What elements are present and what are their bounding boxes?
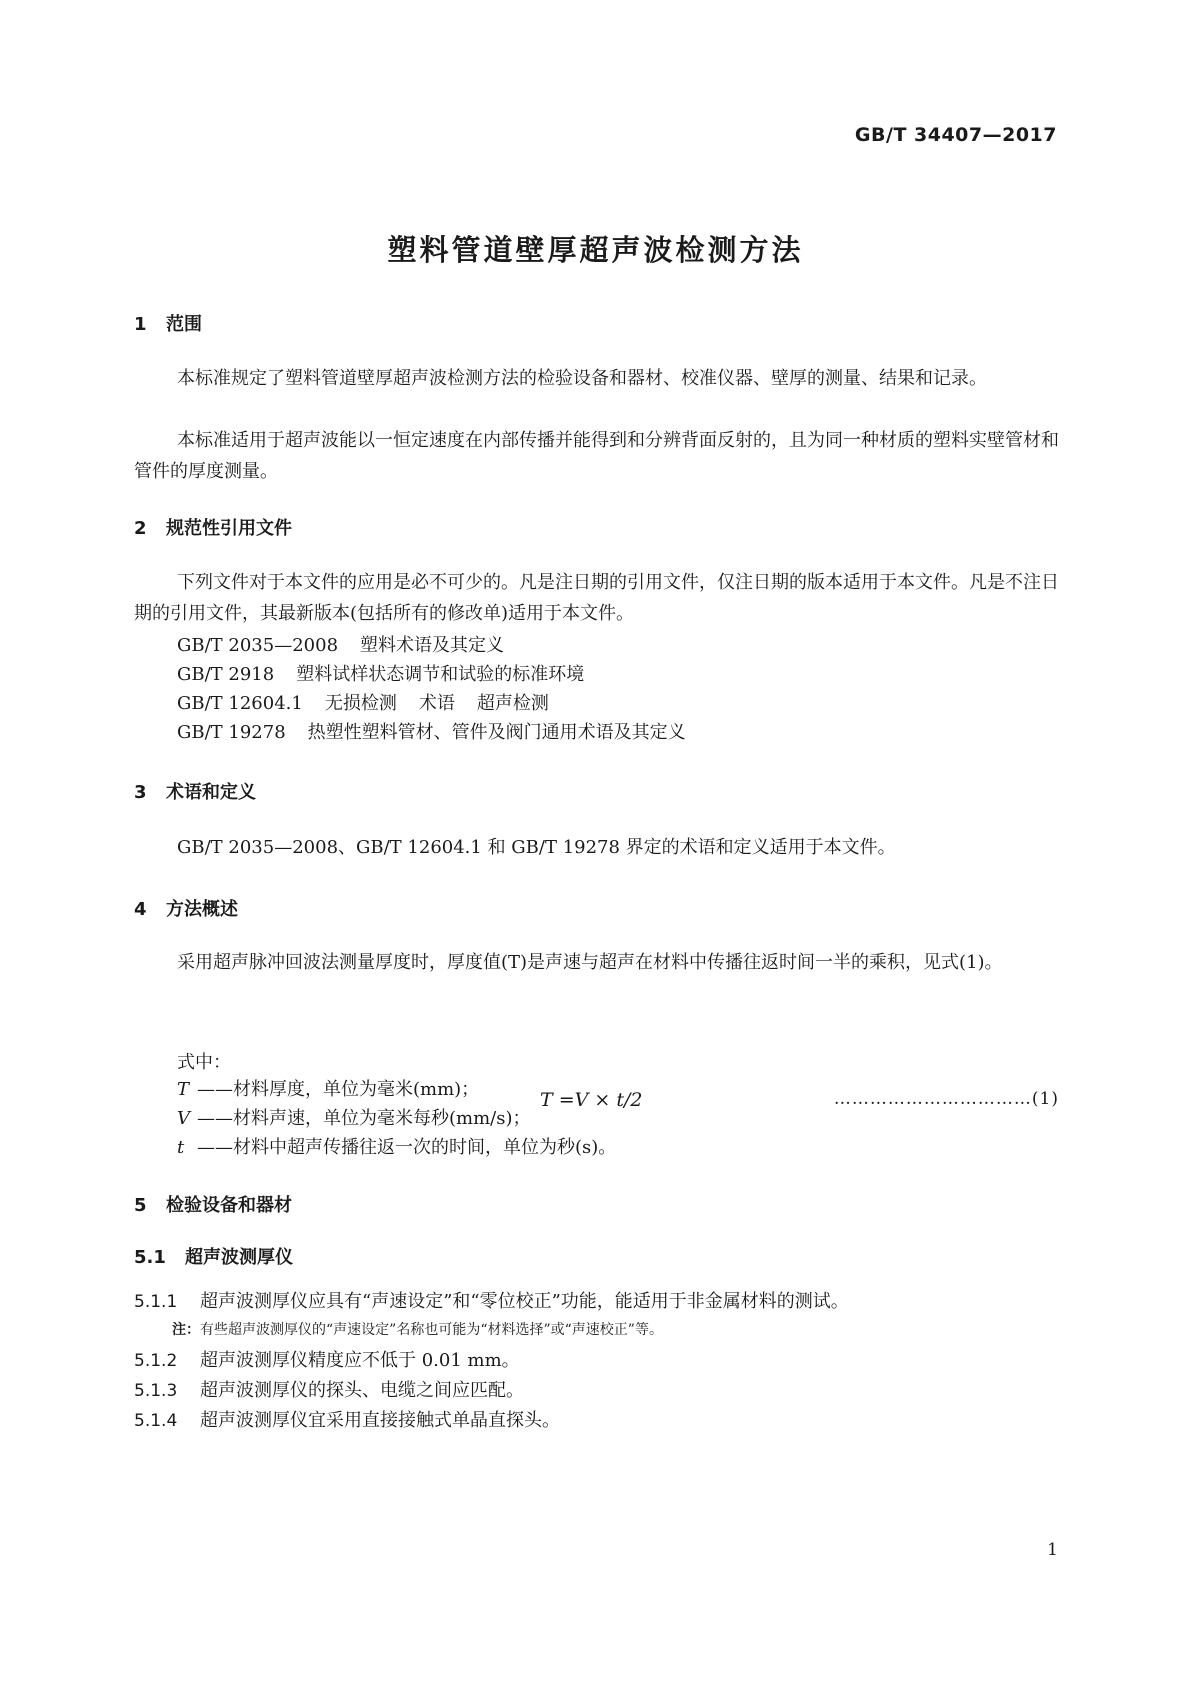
section-title: 检验设备和器材 bbox=[166, 1195, 292, 1216]
variable-definition bbox=[177, 1075, 479, 1101]
subsection-title: 超声波测厚仪 bbox=[185, 1247, 293, 1268]
variable-description: ——材料厚度，单位为毫米(mm)； bbox=[197, 1079, 480, 1100]
note-label: 注： bbox=[172, 1322, 200, 1338]
section-number: 1 bbox=[134, 314, 147, 335]
section-title: 规范性引用文件 bbox=[166, 518, 292, 539]
clause-5-1-1 bbox=[134, 1287, 849, 1313]
clause-5-1-4 bbox=[134, 1406, 560, 1432]
document-title: 塑料管道壁厚超声波检测方法 bbox=[387, 233, 804, 267]
section-title: 范围 bbox=[166, 314, 202, 335]
where-label: 式中： bbox=[177, 1052, 231, 1073]
variable-description: ——材料中超声传播往返一次的时间，单位为秒(s)。 bbox=[197, 1137, 617, 1158]
variable-definition bbox=[177, 1104, 530, 1130]
section-title: 术语和定义 bbox=[166, 782, 256, 803]
scope-paragraph-1: 本标准规定了塑料管道壁厚超声波检测方法的检验设备和器材、校准仪器、壁厚的测量、结果和记录。 bbox=[177, 368, 987, 389]
variable-definition bbox=[177, 1133, 616, 1159]
section-1-heading bbox=[134, 310, 202, 336]
section-title: 方法概述 bbox=[166, 899, 238, 920]
note bbox=[172, 1319, 663, 1339]
clause-number: 5.1.2 bbox=[134, 1351, 178, 1371]
reference-item bbox=[177, 631, 504, 657]
reference-title: 热塑性塑料管材、管件及阀门通用术语及其定义 bbox=[307, 722, 686, 743]
section-number: 5 bbox=[134, 1195, 147, 1216]
page-number: 1 bbox=[1047, 1540, 1058, 1560]
section-number: 2 bbox=[134, 518, 147, 539]
clause-number: 5.1.1 bbox=[134, 1292, 178, 1312]
reference-item bbox=[177, 689, 549, 715]
reference-code: GB/T 2035—2008 bbox=[177, 635, 339, 656]
clause-5-1-3 bbox=[134, 1376, 524, 1402]
reference-item bbox=[177, 660, 584, 686]
clause-text: 超声波测厚仪精度应不低于 0.01 mm。 bbox=[200, 1350, 520, 1371]
clause-text: 超声波测厚仪宜采用直接接触式单晶直探头。 bbox=[200, 1410, 560, 1431]
references-intro-paragraph: 下列文件对于本文件的应用是必不可少的。凡是注日期的引用文件，仅注日期的版本适用于本文件。凡是不注日期的引用文件，其最新版本(包括所有的修改单)适用于本文件。 bbox=[134, 572, 1059, 624]
reference-item bbox=[177, 718, 686, 744]
clause-5-1-2 bbox=[134, 1346, 520, 1372]
standard-code: GB/T 34407—2017 bbox=[854, 124, 1057, 146]
variable-symbol: t bbox=[177, 1137, 185, 1158]
reference-title-part: 超声检测 bbox=[476, 693, 549, 714]
section-3-heading bbox=[134, 778, 256, 804]
variable-symbol: T bbox=[177, 1079, 190, 1100]
section-2-heading bbox=[134, 514, 292, 540]
variable-description: ——材料声速，单位为毫米每秒(mm/s)； bbox=[197, 1108, 531, 1129]
formula: T =V × t/2 bbox=[540, 1089, 643, 1111]
section-number: 3 bbox=[134, 782, 147, 803]
clause-text: 超声波测厚仪的探头、电缆之间应匹配。 bbox=[200, 1380, 524, 1401]
method-paragraph: 采用超声脉冲回波法测量厚度时，厚度值(T)是声速与超声在材料中传播往返时间一半的乘积，见式(1)。 bbox=[177, 952, 1003, 973]
reference-title-part: 术语 bbox=[418, 693, 455, 714]
subsection-5-1-heading bbox=[134, 1243, 293, 1269]
clause-text: 超声波测厚仪应具有“声速设定”和“零位校正”功能，能适用于非金属材料的测试。 bbox=[200, 1291, 849, 1312]
section-5-heading bbox=[134, 1191, 292, 1217]
subsection-number: 5.1 bbox=[134, 1247, 166, 1268]
terms-paragraph: GB/T 2035—2008、GB/T 12604.1 和 GB/T 19278 界定的术语和定义适用于本文件。 bbox=[177, 837, 896, 858]
section-4-heading bbox=[134, 895, 238, 921]
reference-code: GB/T 12604.1 bbox=[177, 693, 303, 714]
reference-title: 塑料试样状态调节和试验的标准环境 bbox=[296, 664, 585, 685]
clause-number: 5.1.4 bbox=[134, 1411, 178, 1431]
reference-title: 无损检测 bbox=[324, 693, 397, 714]
section-number: 4 bbox=[134, 899, 147, 920]
variable-symbol: V bbox=[177, 1108, 190, 1129]
clause-number: 5.1.3 bbox=[134, 1381, 178, 1401]
scope-paragraph-2: 本标准适用于超声波能以一恒定速度在内部传播并能得到和分辨背面反射的，且为同一种材质的塑料实壁管材和管件的厚度测量。 bbox=[134, 430, 1059, 482]
reference-code: GB/T 2918 bbox=[177, 664, 275, 685]
reference-code: GB/T 19278 bbox=[177, 722, 286, 743]
reference-title: 塑料术语及其定义 bbox=[360, 635, 505, 656]
note-text: 有些超声波测厚仪的“声速设定”名称也可能为“材料选择”或“声速校正”等。 bbox=[200, 1322, 663, 1338]
equation-number: ……………………………(1) bbox=[833, 1089, 1059, 1109]
